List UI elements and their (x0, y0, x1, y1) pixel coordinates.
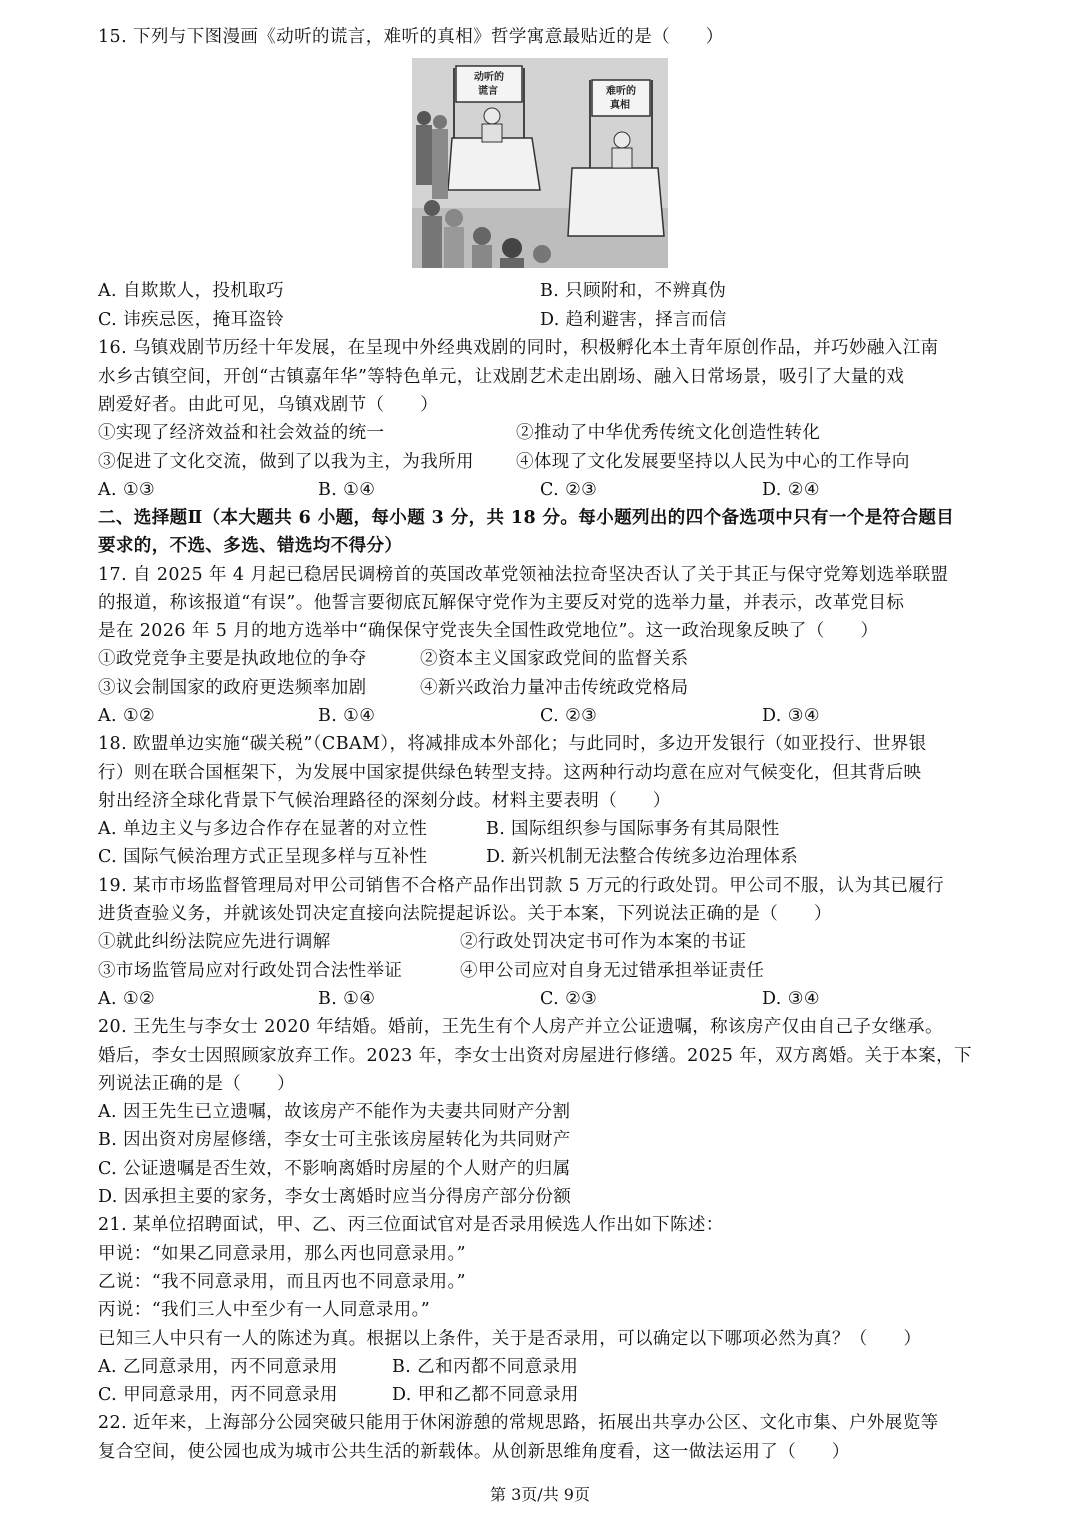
q21-option-a: A. 乙同意录用，丙不同意录用 (98, 1357, 338, 1377)
q16-stem-line2: 水乡古镇空间，开创“古镇嘉年华”等特色单元，让戏剧艺术走出剧场、融入日常场景，吸引了大量的戏 (98, 367, 905, 387)
q17-item-4: ④新兴政治力量冲击传统政党格局 (420, 678, 689, 698)
q16-option-a: A. ①③ (98, 480, 156, 500)
q16-item-2: ②推动了中华优秀传统文化创造性转化 (516, 423, 821, 443)
q15-option-a: A. 自欺欺人，投机取巧 (98, 281, 285, 301)
q16-item-1: ①实现了经济效益和社会效益的统一 (98, 423, 385, 443)
q16-item-3: ③促进了文化交流，做到了以我为主，为我所用 (98, 452, 474, 472)
q19-stem-line2: 进货查验义务，并就该处罚决定直接向法院提起诉讼。关于本案，下列说法正确的是（ ） (98, 904, 832, 924)
q19-option-c: C. ②③ (540, 989, 598, 1009)
sign-right-line1: 难听的 (606, 86, 636, 97)
q19-item-4: ④甲公司应对自身无过错承担举证责任 (460, 961, 765, 981)
q16-stem-line1: 16. 乌镇戏剧节历经十年发展，在呈现中外经典戏剧的同时，积极孵化本土青年原创作品，并巧妙融入江南 (98, 338, 939, 358)
q17-option-a: A. ①② (98, 706, 156, 726)
q17-item-2: ②资本主义国家政党间的监督关系 (420, 649, 689, 669)
q21-statement-yi: 乙说：“我不同意录用，而且丙也不同意录用。” (98, 1272, 466, 1292)
q16-option-c: C. ②③ (540, 480, 598, 500)
q17-stem-line1: 17. 自 2025 年 4 月起已稳居民调榜首的英国改革党领袖法拉奇坚决否认了关于其正与保守党筹划选举联盟 (98, 565, 949, 585)
q17-option-d: D. ③④ (762, 706, 820, 726)
q15-option-b: B. 只顾附和，不辨真伪 (540, 281, 727, 301)
q16-option-d: D. ②④ (762, 480, 820, 500)
cartoon-image (412, 58, 668, 268)
q21-option-c: C. 甲同意录用，丙不同意录用 (98, 1385, 338, 1405)
q19-option-a: A. ①② (98, 989, 156, 1009)
q18-stem-line2: 行）则在联合国框架下，为发展中国家提供绿色转型支持。这两种行动均意在应对气候变化，但其背后映 (98, 763, 922, 783)
q18-option-b: B. 国际组织参与国际事务有其局限性 (486, 819, 780, 839)
q20-stem-line2: 婚后，李女士因照顾家放弃工作。2023 年，李女士出资对房屋进行修缮。2025 年，双方离婚。关于本案，下 (98, 1046, 972, 1066)
section-2-heading-line1: 二、选择题Ⅱ（本大题共 6 小题，每小题 3 分，共 18 分。每小题列出的四个备选项中只有一个是符合题目 (98, 508, 955, 528)
section-2-heading-line2: 要求的，不选、多选、错选均不得分） (98, 536, 403, 556)
q22-stem-line1: 22. 近年来，上海部分公园突破只能用于休闲游憩的常规思路，拓展出共享办公区、文化市集、户外展览等 (98, 1413, 939, 1433)
q19-option-d: D. ③④ (762, 989, 820, 1009)
q18-option-a: A. 单边主义与多边合作存在显著的对立性 (98, 819, 428, 839)
q21-question: 已知三人中只有一人的陈述为真。根据以上条件，关于是否录用，可以确定以下哪项必然为真？（ ） (98, 1329, 922, 1349)
q20-stem-line3: 列说法正确的是（ ） (98, 1074, 295, 1094)
q21-statement-bing: 丙说：“我们三人中至少有一人同意录用。” (98, 1300, 431, 1320)
q17-stem-line3: 是在 2026 年 5 月的地方选举中“确保保守党丧失全国性政党地位”。这一政治现象反映了（ ） (98, 621, 879, 641)
q16-item-4: ④体现了文化发展要坚持以人民为中心的工作导向 (516, 452, 910, 472)
q18-option-c: C. 国际气候治理方式正呈现多样与互补性 (98, 847, 428, 867)
sign-left-line1: 动听的 (474, 72, 504, 83)
q20-option-b: B. 因出资对房屋修缮，李女士可主张该房屋转化为共同财产 (98, 1130, 571, 1150)
q15-option-d: D. 趋利避害，择言而信 (540, 310, 727, 330)
q20-option-d: D. 因承担主要的家务，李女士离婚时应当分得房产部分份额 (98, 1187, 572, 1207)
q19-item-1: ①就此纠纷法院应先进行调解 (98, 932, 331, 952)
q21-option-b: B. 乙和丙都不同意录用 (392, 1357, 579, 1377)
q21-option-d: D. 甲和乙都不同意录用 (392, 1385, 579, 1405)
q17-option-b: B. ①④ (318, 706, 376, 726)
q22-stem-line2: 复合空间，使公园也成为城市公共生活的新载体。从创新思维角度看，这一做法运用了（ ） (98, 1442, 850, 1462)
q16-option-b: B. ①④ (318, 480, 376, 500)
q21-statement-jia: 甲说：“如果乙同意录用，那么丙也同意录用。” (98, 1244, 466, 1264)
q21-stem: 21. 某单位招聘面试，甲、乙、丙三位面试官对是否录用候选人作出如下陈述： (98, 1215, 724, 1235)
q19-stem-line1: 19. 某市市场监督管理局对甲公司销售不合格产品作出罚款 5 万元的行政处罚。甲公司不服，认为其已履行 (98, 876, 945, 896)
sign-right-line2: 真相 (610, 100, 630, 111)
page-number: 第 3页/共 9页 (490, 1485, 590, 1504)
q20-option-a: A. 因王先生已立遗嘱，故该房产不能作为夫妻共同财产分割 (98, 1102, 571, 1122)
q17-item-3: ③议会制国家的政府更迭频率加剧 (98, 678, 367, 698)
q17-stem-line2: 的报道，称该报道“有误”。他誓言要彻底瓦解保守党作为主要反对党的选举力量，并表示，改革党目标 (98, 593, 905, 613)
cartoon-drawing (412, 58, 668, 268)
q18-option-d: D. 新兴机制无法整合传统多边治理体系 (486, 847, 799, 867)
q17-item-1: ①政党竞争主要是执政地位的争夺 (98, 649, 367, 669)
q18-stem-line3: 射出经济全球化背景下气候治理路径的深刻分歧。材料主要表明（ ） (98, 791, 671, 811)
q20-option-c: C. 公证遗嘱是否生效，不影响离婚时房屋的个人财产的归属 (98, 1159, 571, 1179)
sign-left-line2: 谎言 (478, 86, 498, 97)
q19-item-3: ③市场监管局应对行政处罚合法性举证 (98, 961, 403, 981)
q16-stem-line3: 剧爱好者。由此可见，乌镇戏剧节（ ） (98, 395, 439, 415)
q18-stem-line1: 18. 欧盟单边实施“碳关税”（CBAM），将减排成本外部化；与此同时，多边开发银行（如亚投行、世界银 (98, 734, 927, 754)
q20-stem-line1: 20. 王先生与李女士 2020 年结婚。婚前，王先生有个人房产并立公证遗嘱，称该房产仅由自己子女继承。 (98, 1017, 943, 1037)
q15-option-c: C. 讳疾忌医，掩耳盗铃 (98, 310, 285, 330)
q19-option-b: B. ①④ (318, 989, 376, 1009)
q15-stem: 15. 下列与下图漫画《动听的谎言，难听的真相》哲学寓意最贴近的是（ ） (98, 27, 724, 47)
q17-option-c: C. ②③ (540, 706, 598, 726)
q19-item-2: ②行政处罚决定书可作为本案的书证 (460, 932, 747, 952)
